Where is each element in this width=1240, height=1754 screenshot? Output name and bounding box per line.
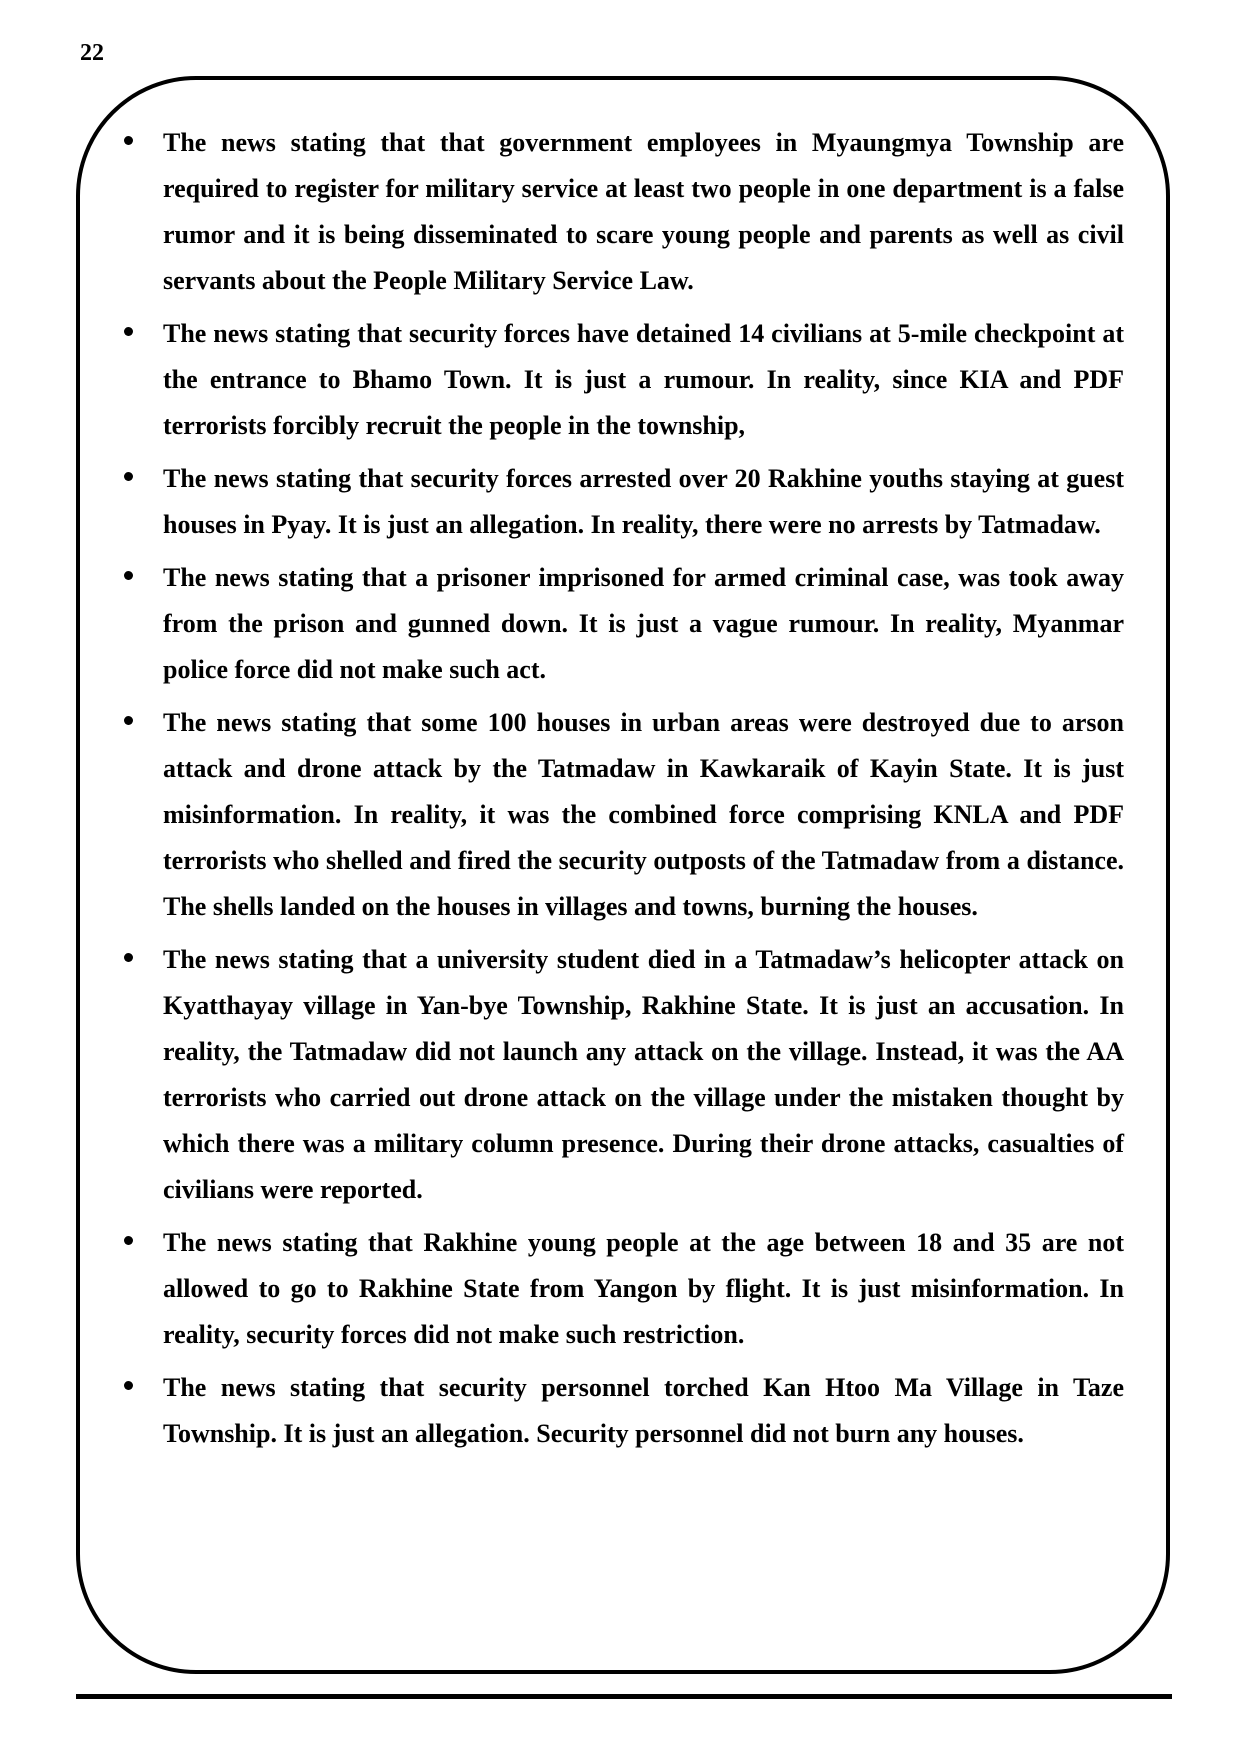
bullet-dot-icon [124,472,133,481]
bullet-item [118,700,1124,930]
bullet-item [118,1220,1124,1358]
bullet-text: The news stating that that government employees in Myaungmya Township are required to register for military service at least two people in one department is a false rumor and it is being disseminated to scare young people and parents as well as civil servants about the People Military Service Law. [163,128,1124,295]
bullet-text: The news stating that some 100 houses in urban areas were destroyed due to arson attack and drone attack by the Tatmadaw in Kawkaraik of Kayin State. It is just misinformation. In reality, it was the combined force comprising KNLA and PDF terrorists who shelled and fired the security outposts of the Tatmadaw from a distance. The shells landed on the houses in villages and towns, burning the houses. [163,708,1124,921]
bullet-dot-icon [124,716,133,725]
bullet-item [118,311,1124,449]
page-number: 22 [80,40,104,66]
bullet-item [118,555,1124,693]
bullet-text: The news stating that security forces arrested over 20 Rakhine youths staying at guest houses in Pyay. It is just an allegation. In reality, there were no arrests by Tatmadaw. [163,464,1124,539]
bullet-dot-icon [124,136,133,145]
bullet-dot-icon [124,1381,133,1390]
bullet-item [118,456,1124,548]
bullet-item [118,937,1124,1213]
bullet-text: The news stating that a prisoner imprisoned for armed criminal case, was took away from the prison and gunned down. It is just a vague rumour. In reality, Myanmar police force did not make such act. [163,563,1124,684]
bullet-item [118,1365,1124,1457]
bullet-list [118,120,1124,1464]
bullet-text: The news stating that security forces have detained 14 civilians at 5-mile checkpoint at the entrance to Bhamo Town. It is just a rumour. In reality, since KIA and PDF terrorists forcibly recruit the people in the township, [163,319,1124,440]
bullet-text: The news stating that security personnel torched Kan Htoo Ma Village in Taze Township. It is just an allegation. Security personnel did not burn any houses. [163,1373,1124,1448]
bottom-rule [76,1694,1172,1699]
bullet-dot-icon [124,327,133,336]
bullet-dot-icon [124,953,133,962]
bullet-dot-icon [124,1236,133,1245]
bullet-dot-icon [124,571,133,580]
bullet-text: The news stating that Rakhine young people at the age between 18 and 35 are not allowed to go to Rakhine State from Yangon by flight. It is just misinformation. In reality, security forces did not make such restriction. [163,1228,1124,1349]
bullet-text: The news stating that a university student died in a Tatmadaw’s helicopter attack on Kyatthayay village in Yan-bye Township, Rakhine State. It is just an accusation. In reality, the Tatmadaw did not launch any attack on the village. Instead, it was the AA terrorists who carried out drone attack on the village under the mistaken thought by which there was a military column presence. During their drone attacks, casualties of civilians were reported. [163,945,1124,1204]
bullet-item [118,120,1124,304]
